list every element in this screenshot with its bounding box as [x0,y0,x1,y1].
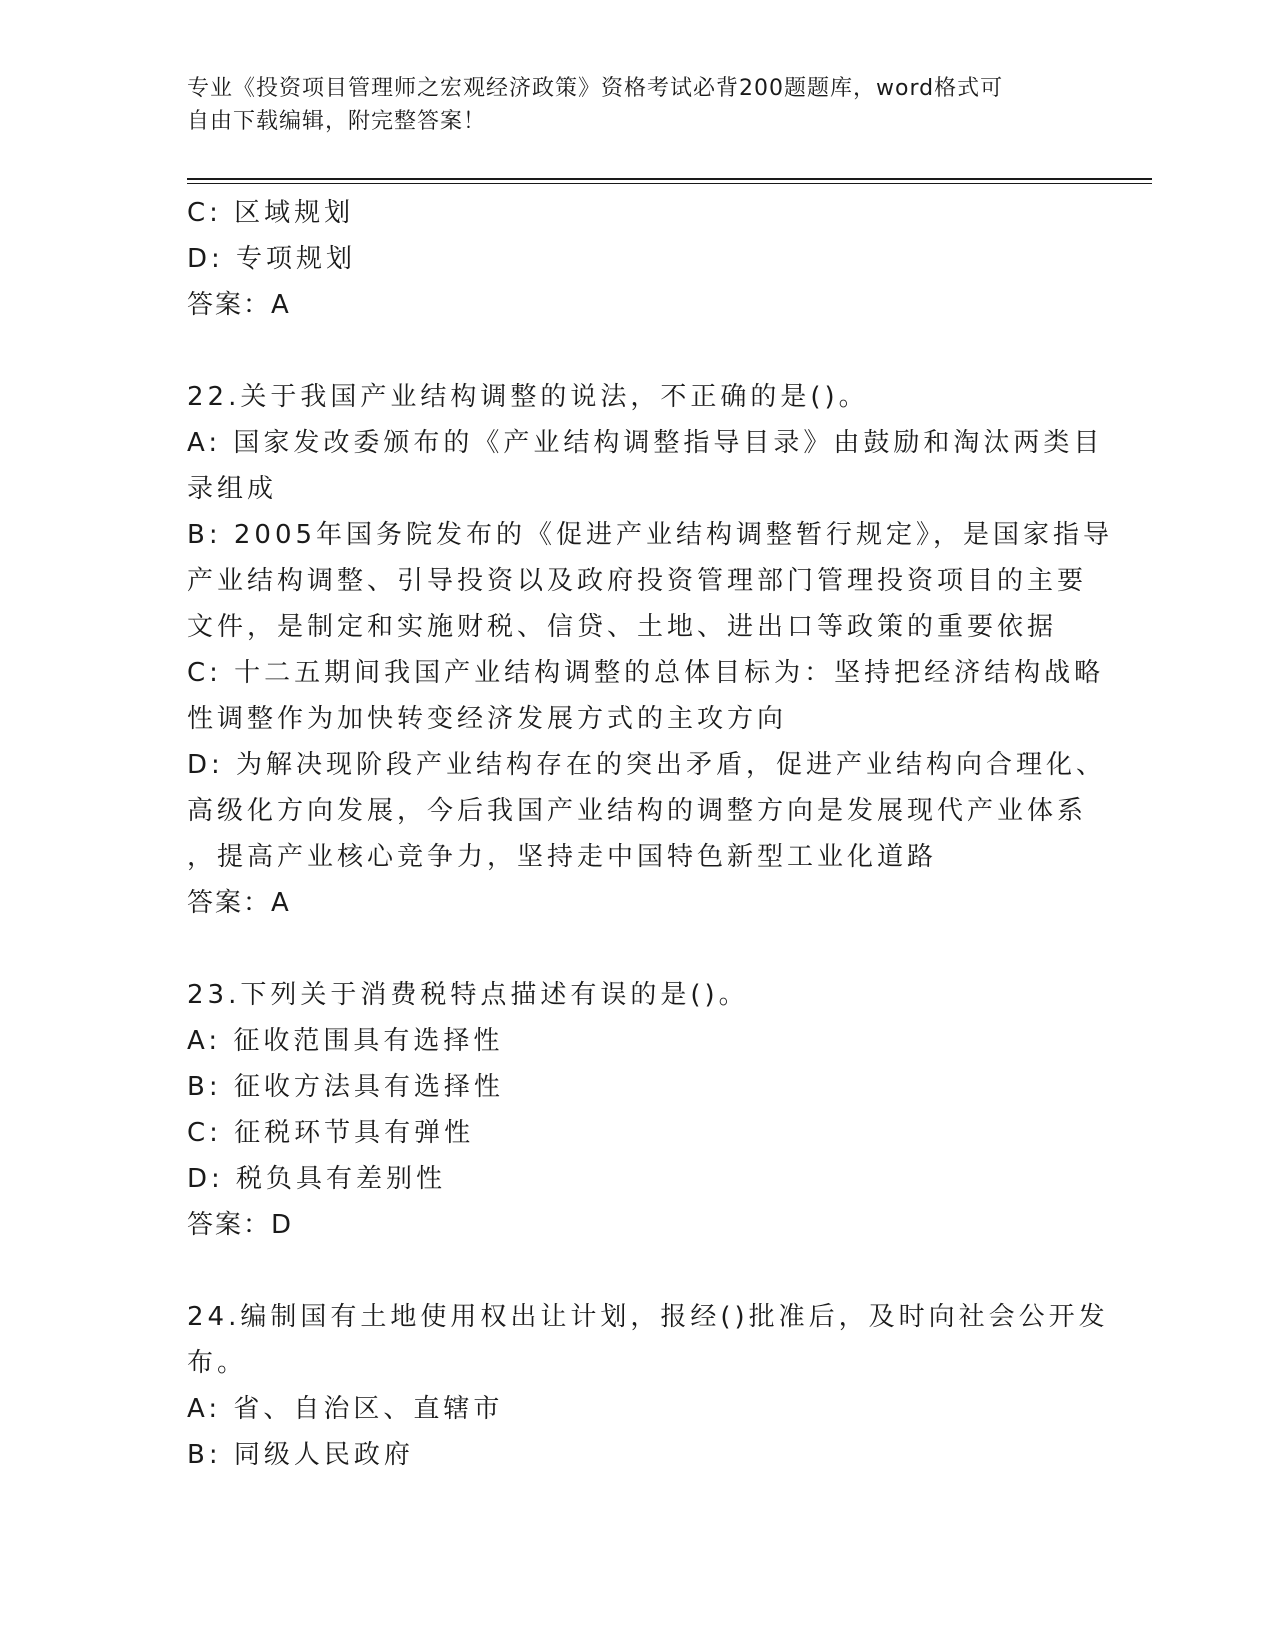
option-c: C: 十二五期间我国产业结构调整的总体目标为：坚持把经济结构战略 [187,658,1105,688]
answer-line: 答案：A [187,290,291,320]
option-a: A: 国家发改委颁布的《产业结构调整指导目录》由鼓励和淘汰两类目 [187,428,1104,458]
option-a: A: 省、自治区、直辖市 [187,1394,504,1424]
question-stem: 23.下列关于消费税特点描述有误的是()。 [187,980,749,1010]
option-c: C: 征税环节具有弹性 [187,1118,475,1148]
option-c: C: 区域规划 [187,198,355,228]
spacer [187,328,1087,374]
option-b-cont: 文件，是制定和实施财税、信贷、土地、进出口等政策的重要依据 [187,612,1058,642]
option-b: B: 征收方法具有选择性 [187,1072,504,1102]
spacer [187,926,1087,972]
option-b: B: 同级人民政府 [187,1440,414,1470]
question-stem: 24.编制国有土地使用权出让计划，报经()批准后，及时向社会公开发 [187,1302,1109,1332]
option-c-cont: 性调整作为加快转变经济发展方式的主攻方向 [187,704,788,734]
question-stem-cont: 布。 [187,1348,248,1378]
option-d-cont: 高级化方向发展，今后我国产业结构的调整方向是发展现代产业体系 [187,796,1088,826]
option-d: D: 专项规划 [187,244,357,274]
document-header [187,72,1087,138]
header-line: 专业《投资项目管理师之宏观经济政策》资格考试必背200题题库，word格式可 [187,76,1004,101]
option-d: D: 税负具有差别性 [187,1164,447,1194]
question-body [187,190,1114,1478]
option-d-cont: ，提高产业核心竞争力，坚持走中国特色新型工业化道路 [187,842,938,872]
header-divider-thick [187,178,1152,180]
question-stem: 22.关于我国产业结构调整的说法，不正确的是()。 [187,382,869,412]
option-b: B: 2005年国务院发布的《促进产业结构调整暂行规定》，是国家指导 [187,520,1114,550]
spacer [187,1248,1087,1294]
option-b-cont: 产业结构调整、引导投资以及政府投资管理部门管理投资项目的主要 [187,566,1088,596]
answer-line: 答案：D [187,1210,294,1240]
option-a: A: 征收范围具有选择性 [187,1026,504,1056]
header-line: 自由下载编辑，附完整答案！ [187,109,487,134]
answer-line: 答案：A [187,888,291,918]
header-divider-thin [187,183,1152,184]
option-d: D: 为解决现阶段产业结构存在的突出矛盾，促进产业结构向合理化、 [187,750,1107,780]
option-a-cont: 录组成 [187,474,278,504]
